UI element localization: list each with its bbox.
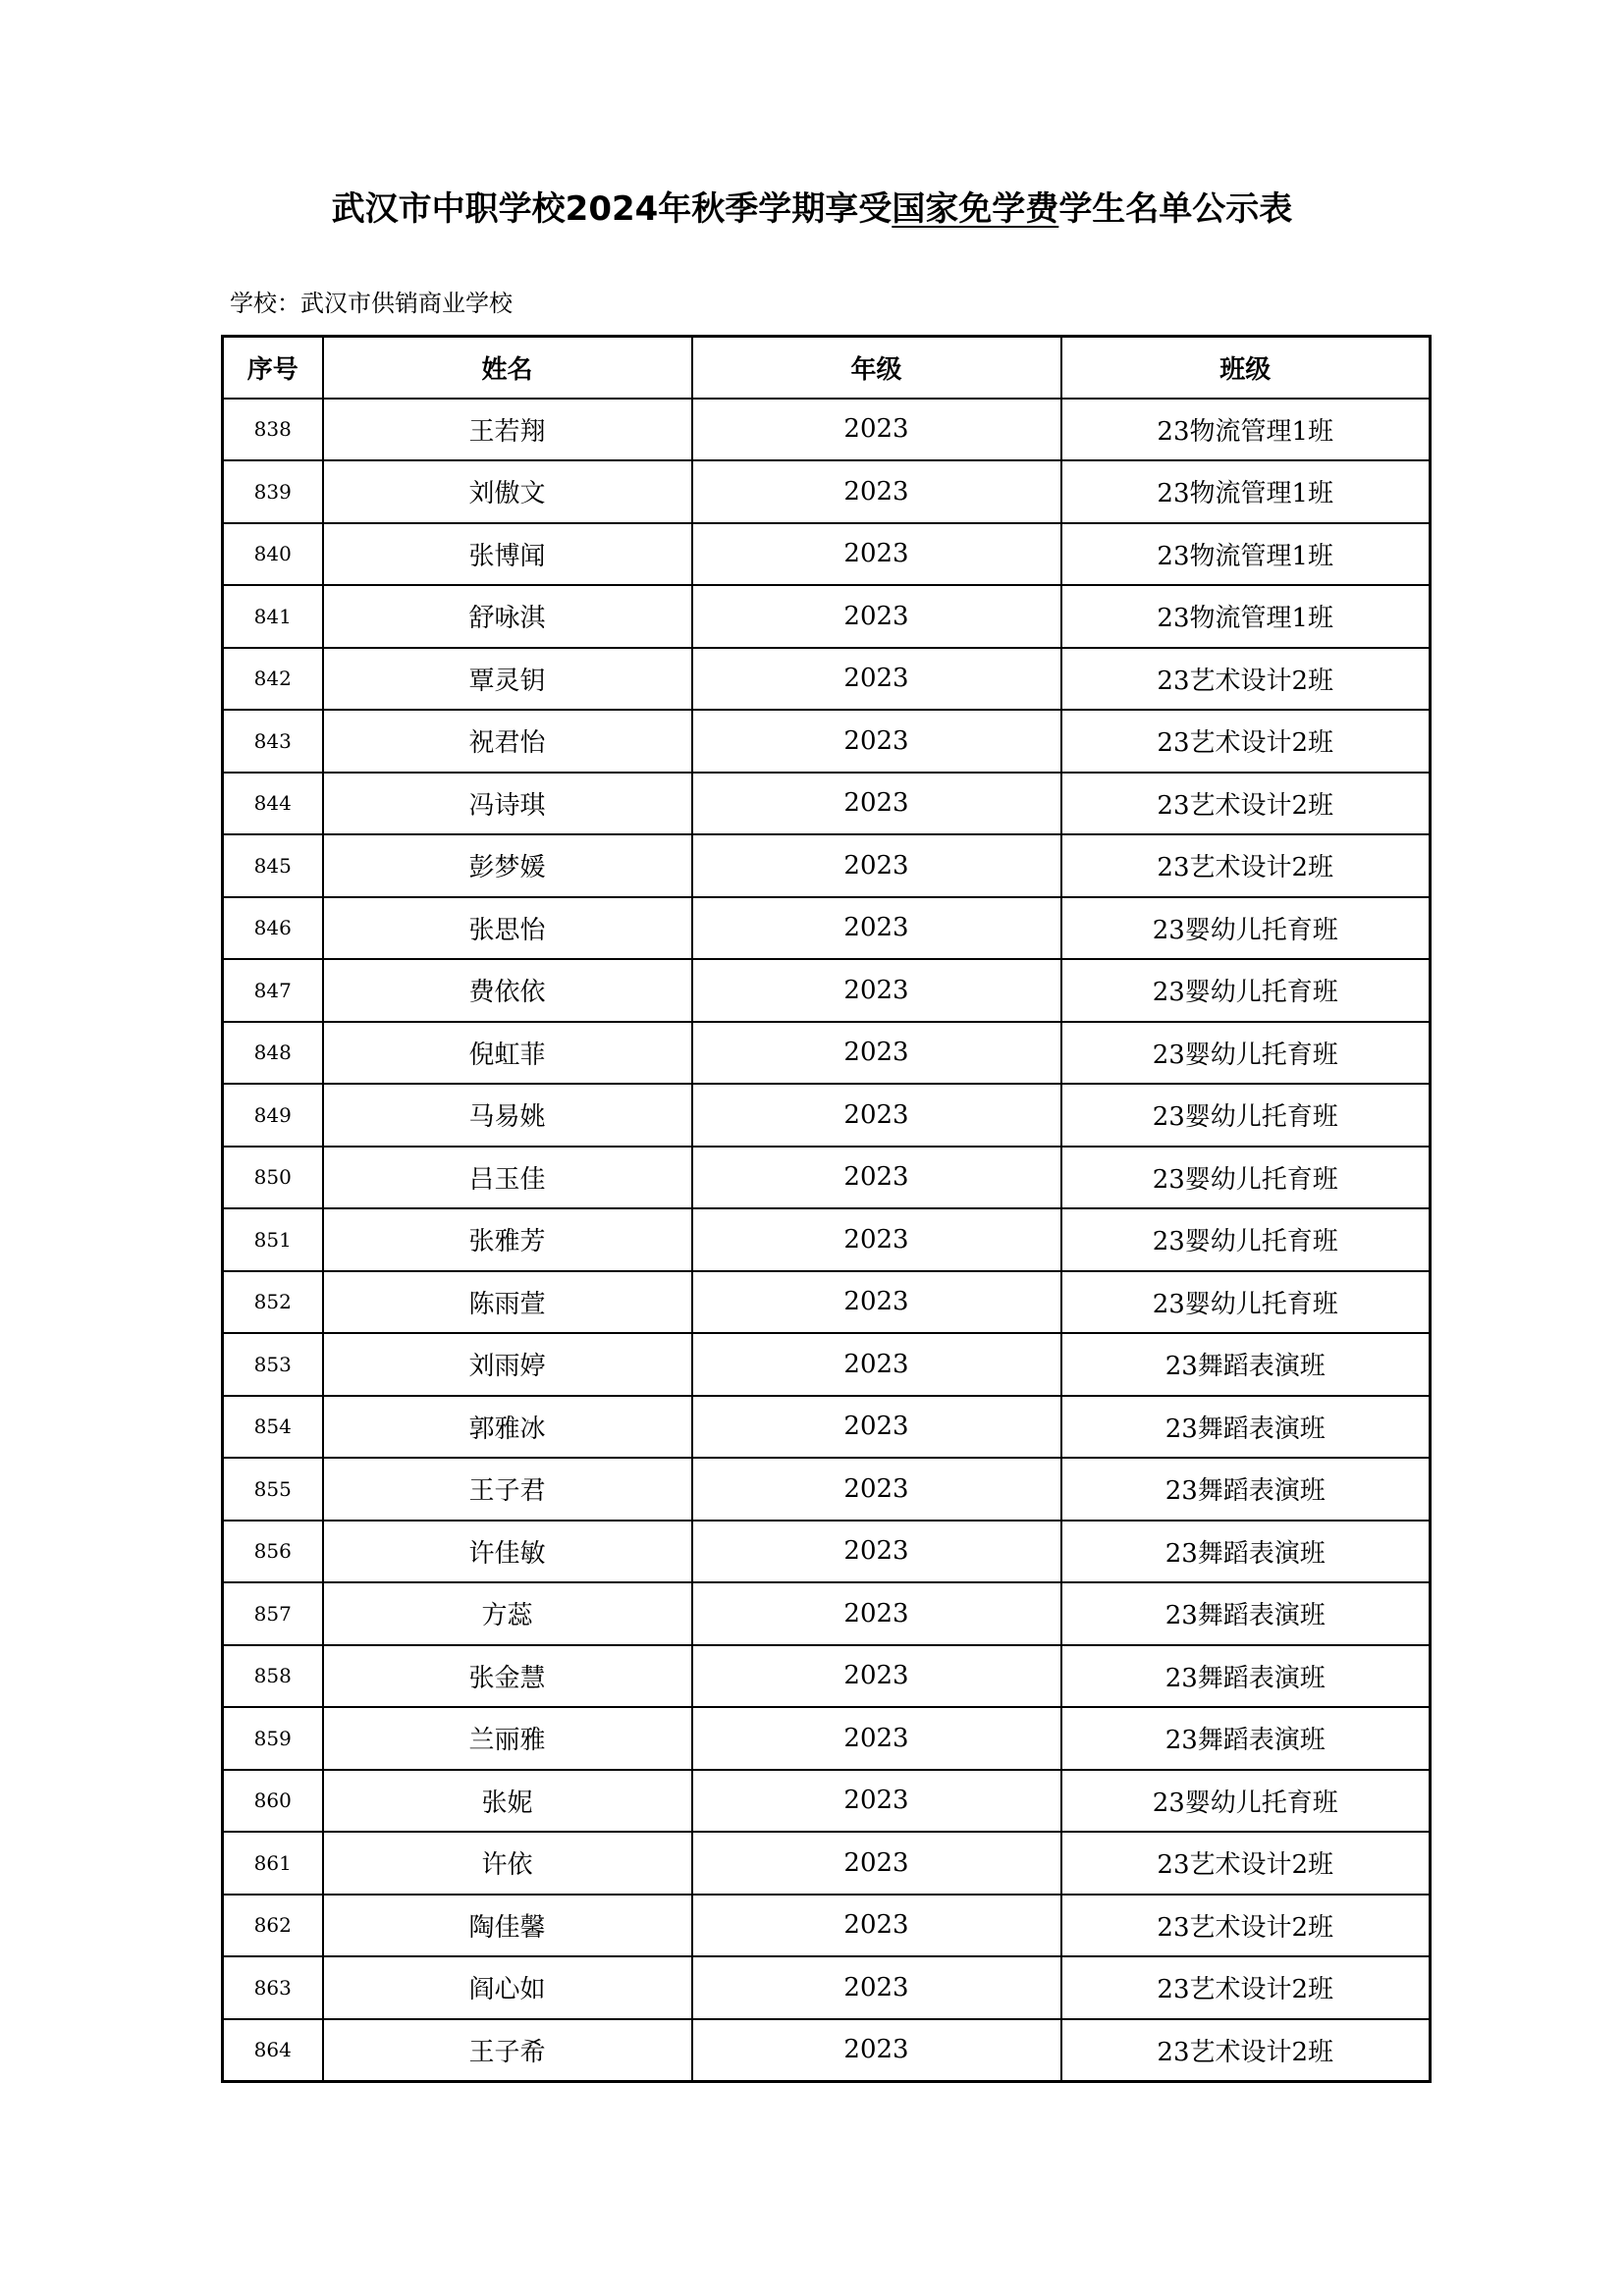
name-cell: 刘傲文: [323, 460, 692, 523]
table-row: [223, 710, 1431, 773]
class-cell: 23物流管理1班: [1061, 523, 1431, 586]
class-cell: 23艺术设计2班: [1061, 2019, 1431, 2082]
seq-cell: 848: [223, 1022, 323, 1085]
title-prefix: 武汉市中职学校2024年秋季学期享受: [331, 189, 893, 229]
grade-cell: 2023: [692, 834, 1061, 897]
table-row: [223, 1022, 1431, 1085]
class-cell: 23艺术设计2班: [1061, 1832, 1431, 1895]
grade-cell: 2023: [692, 773, 1061, 835]
grade-cell: 2023: [692, 1022, 1061, 1085]
grade-cell: 2023: [692, 1521, 1061, 1583]
table-row: [223, 585, 1431, 648]
table-row: [223, 523, 1431, 586]
student-list-table: [221, 335, 1432, 2083]
name-cell: 马易姚: [323, 1084, 692, 1147]
class-cell: 23物流管理1班: [1061, 585, 1431, 648]
grade-cell: 2023: [692, 460, 1061, 523]
name-cell: 阎心如: [323, 1956, 692, 2019]
table-row: [223, 1084, 1431, 1147]
name-cell: 郭雅冰: [323, 1396, 692, 1459]
name-cell: 张博闻: [323, 523, 692, 586]
table-row: [223, 1271, 1431, 1334]
seq-cell: 853: [223, 1333, 323, 1396]
class-cell: 23舞蹈表演班: [1061, 1645, 1431, 1708]
name-cell: 费依依: [323, 959, 692, 1022]
seq-cell: 864: [223, 2019, 323, 2082]
table-row: [223, 1832, 1431, 1895]
seq-cell: 849: [223, 1084, 323, 1147]
table-row: [223, 1956, 1431, 2019]
name-cell: 王若翔: [323, 399, 692, 461]
table-body: [223, 399, 1431, 2082]
seq-cell: 856: [223, 1521, 323, 1583]
seq-cell: 854: [223, 1396, 323, 1459]
name-cell: 王子希: [323, 2019, 692, 2082]
seq-cell: 851: [223, 1208, 323, 1271]
grade-cell: 2023: [692, 1396, 1061, 1459]
seq-cell: 841: [223, 585, 323, 648]
seq-cell: 858: [223, 1645, 323, 1708]
class-cell: 23婴幼儿托育班: [1061, 1147, 1431, 1209]
seq-cell: 862: [223, 1895, 323, 1957]
grade-cell: 2023: [692, 1084, 1061, 1147]
class-cell: 23婴幼儿托育班: [1061, 1208, 1431, 1271]
seq-cell: 850: [223, 1147, 323, 1209]
grade-cell: 2023: [692, 1458, 1061, 1521]
name-cell: 冯诗琪: [323, 773, 692, 835]
name-cell: 张雅芳: [323, 1208, 692, 1271]
grade-cell: 2023: [692, 399, 1061, 461]
class-cell: 23艺术设计2班: [1061, 648, 1431, 711]
grade-cell: 2023: [692, 1147, 1061, 1209]
header-grade: 年级: [692, 337, 1061, 399]
table-row: [223, 834, 1431, 897]
class-cell: 23物流管理1班: [1061, 399, 1431, 461]
name-cell: 许佳敏: [323, 1521, 692, 1583]
grade-cell: 2023: [692, 648, 1061, 711]
class-cell: 23舞蹈表演班: [1061, 1458, 1431, 1521]
grade-cell: 2023: [692, 2019, 1061, 2082]
class-cell: 23艺术设计2班: [1061, 1956, 1431, 2019]
seq-cell: 863: [223, 1956, 323, 2019]
seq-cell: 847: [223, 959, 323, 1022]
seq-cell: 842: [223, 648, 323, 711]
grade-cell: 2023: [692, 1271, 1061, 1334]
class-cell: 23物流管理1班: [1061, 460, 1431, 523]
name-cell: 倪虹菲: [323, 1022, 692, 1085]
name-cell: 方蕊: [323, 1582, 692, 1645]
name-cell: 张妮: [323, 1770, 692, 1833]
grade-cell: 2023: [692, 523, 1061, 586]
grade-cell: 2023: [692, 897, 1061, 960]
name-cell: 王子君: [323, 1458, 692, 1521]
seq-cell: 839: [223, 460, 323, 523]
seq-cell: 855: [223, 1458, 323, 1521]
grade-cell: 2023: [692, 959, 1061, 1022]
class-cell: 23婴幼儿托育班: [1061, 1022, 1431, 1085]
table-row: [223, 2019, 1431, 2082]
name-cell: 陶佳馨: [323, 1895, 692, 1957]
table-row: [223, 1895, 1431, 1957]
header-class: 班级: [1061, 337, 1431, 399]
class-cell: 23舞蹈表演班: [1061, 1582, 1431, 1645]
grade-cell: 2023: [692, 1333, 1061, 1396]
class-cell: 23婴幼儿托育班: [1061, 1271, 1431, 1334]
table-row: [223, 1770, 1431, 1833]
name-cell: 祝君怡: [323, 710, 692, 773]
table-row: [223, 1645, 1431, 1708]
table-row: [223, 1707, 1431, 1770]
name-cell: 兰丽雅: [323, 1707, 692, 1770]
grade-cell: 2023: [692, 585, 1061, 648]
seq-cell: 861: [223, 1832, 323, 1895]
name-cell: 覃灵钥: [323, 648, 692, 711]
seq-cell: 857: [223, 1582, 323, 1645]
name-cell: 许依: [323, 1832, 692, 1895]
class-cell: 23婴幼儿托育班: [1061, 959, 1431, 1022]
class-cell: 23艺术设计2班: [1061, 834, 1431, 897]
seq-cell: 846: [223, 897, 323, 960]
name-cell: 吕玉佳: [323, 1147, 692, 1209]
table-row: [223, 1147, 1431, 1209]
header-seq: 序号: [223, 337, 323, 399]
name-cell: 彭梦媛: [323, 834, 692, 897]
grade-cell: 2023: [692, 1895, 1061, 1957]
class-cell: 23艺术设计2班: [1061, 710, 1431, 773]
title-suffix: 学生名单公示表: [1058, 189, 1293, 229]
table-row: [223, 1521, 1431, 1583]
table-row: [223, 1458, 1431, 1521]
grade-cell: 2023: [692, 710, 1061, 773]
table-row: [223, 1208, 1431, 1271]
name-cell: 刘雨婷: [323, 1333, 692, 1396]
name-cell: 陈雨萱: [323, 1271, 692, 1334]
table-row: [223, 1396, 1431, 1459]
grade-cell: 2023: [692, 1770, 1061, 1833]
seq-cell: 860: [223, 1770, 323, 1833]
table-row: [223, 648, 1431, 711]
class-cell: 23婴幼儿托育班: [1061, 1084, 1431, 1147]
seq-cell: 859: [223, 1707, 323, 1770]
table-header-row: [223, 337, 1431, 399]
name-cell: 张思怡: [323, 897, 692, 960]
grade-cell: 2023: [692, 1832, 1061, 1895]
header-name: 姓名: [323, 337, 692, 399]
seq-cell: 843: [223, 710, 323, 773]
table-row: [223, 399, 1431, 461]
school-line: 学校：武汉市供销商业学校: [230, 290, 513, 317]
seq-cell: 845: [223, 834, 323, 897]
class-cell: 23艺术设计2班: [1061, 773, 1431, 835]
class-cell: 23艺术设计2班: [1061, 1895, 1431, 1957]
seq-cell: 852: [223, 1271, 323, 1334]
grade-cell: 2023: [692, 1208, 1061, 1271]
table-row: [223, 1582, 1431, 1645]
seq-cell: 840: [223, 523, 323, 586]
table-row: [223, 897, 1431, 960]
class-cell: 23舞蹈表演班: [1061, 1707, 1431, 1770]
grade-cell: 2023: [692, 1582, 1061, 1645]
grade-cell: 2023: [692, 1645, 1061, 1708]
grade-cell: 2023: [692, 1956, 1061, 2019]
title-highlight: 国家免学费: [892, 189, 1059, 229]
table-row: [223, 773, 1431, 835]
class-cell: 23舞蹈表演班: [1061, 1333, 1431, 1396]
seq-cell: 844: [223, 773, 323, 835]
page-title: [0, 185, 1624, 234]
table-row: [223, 1333, 1431, 1396]
seq-cell: 838: [223, 399, 323, 461]
class-cell: 23婴幼儿托育班: [1061, 897, 1431, 960]
grade-cell: 2023: [692, 1707, 1061, 1770]
class-cell: 23舞蹈表演班: [1061, 1396, 1431, 1459]
name-cell: 舒咏淇: [323, 585, 692, 648]
name-cell: 张金慧: [323, 1645, 692, 1708]
table-row: [223, 959, 1431, 1022]
class-cell: 23舞蹈表演班: [1061, 1521, 1431, 1583]
table-row: [223, 460, 1431, 523]
class-cell: 23婴幼儿托育班: [1061, 1770, 1431, 1833]
